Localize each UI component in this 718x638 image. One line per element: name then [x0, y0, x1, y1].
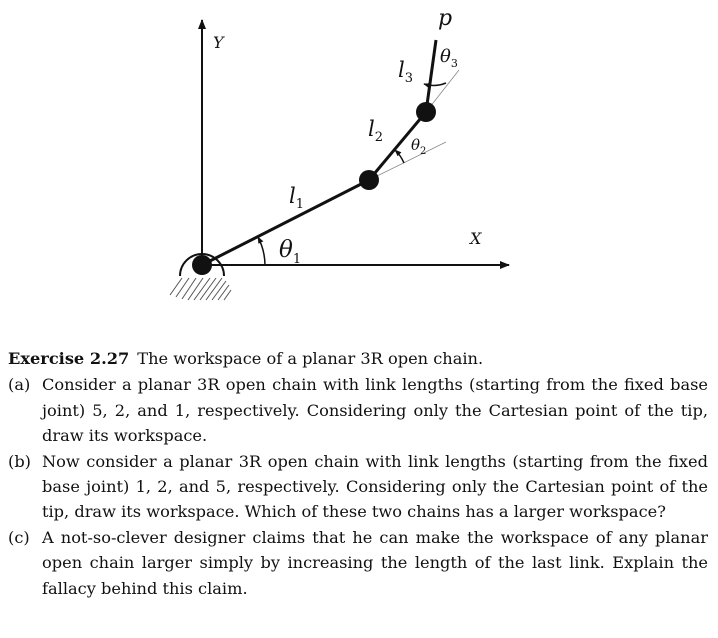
theta-1-arc	[258, 237, 265, 265]
part-text: Now consider a planar 3R open chain with link lengths (starting from the fixed base joint) 1, 2, and 5, respectively. Considering only the Cartesian point of the tip, draw its workspace. Which of these two chains has a larger workspace?	[42, 451, 708, 522]
link-3-label: $l_3$	[398, 58, 413, 86]
exercise-part-b	[8, 449, 708, 525]
part-text: Consider a planar 3R open chain with link lengths (starting from the fixed base joint) 5, 2, and 1, respectively. Considering only the Cartesian point of the tip, draw its workspace.	[42, 375, 708, 446]
exercise-title: The workspace of a planar 3R open chain.	[137, 349, 484, 368]
link-2-label: $l_2$	[368, 117, 383, 145]
part-label: (a)	[8, 375, 31, 395]
theta-2-arc	[395, 150, 404, 163]
base-joint	[192, 255, 212, 275]
exercise-number: Exercise 2.27	[8, 349, 130, 368]
y-axis-label: Y	[213, 33, 224, 52]
exercise-block	[8, 346, 708, 601]
part-label: (c)	[8, 527, 30, 547]
theta-3-arc	[424, 83, 446, 85]
part-text: A not-so-clever designer claims that he can make the workspace of any planar open chain larger simply by increasing the length of the last link. Explain the fallacy behind this claim.	[42, 527, 708, 598]
link-1-extension	[369, 142, 446, 180]
part-label: (b)	[8, 451, 31, 471]
theta-1-label: $\theta_1$	[279, 237, 302, 267]
link-1-label: $l_1$	[289, 184, 304, 212]
x-axis-label: X	[470, 229, 482, 248]
ground-hatch	[170, 278, 231, 300]
exercise-part-a	[8, 372, 708, 448]
exercise-part-c	[8, 525, 708, 601]
theta-2-label: $\theta_2$	[411, 136, 427, 157]
theta-3-label: $\theta_3$	[440, 46, 458, 70]
exercise-heading	[8, 346, 708, 371]
joint-3	[416, 102, 436, 122]
joint-2	[359, 170, 379, 190]
tip-label: p	[438, 6, 453, 31]
